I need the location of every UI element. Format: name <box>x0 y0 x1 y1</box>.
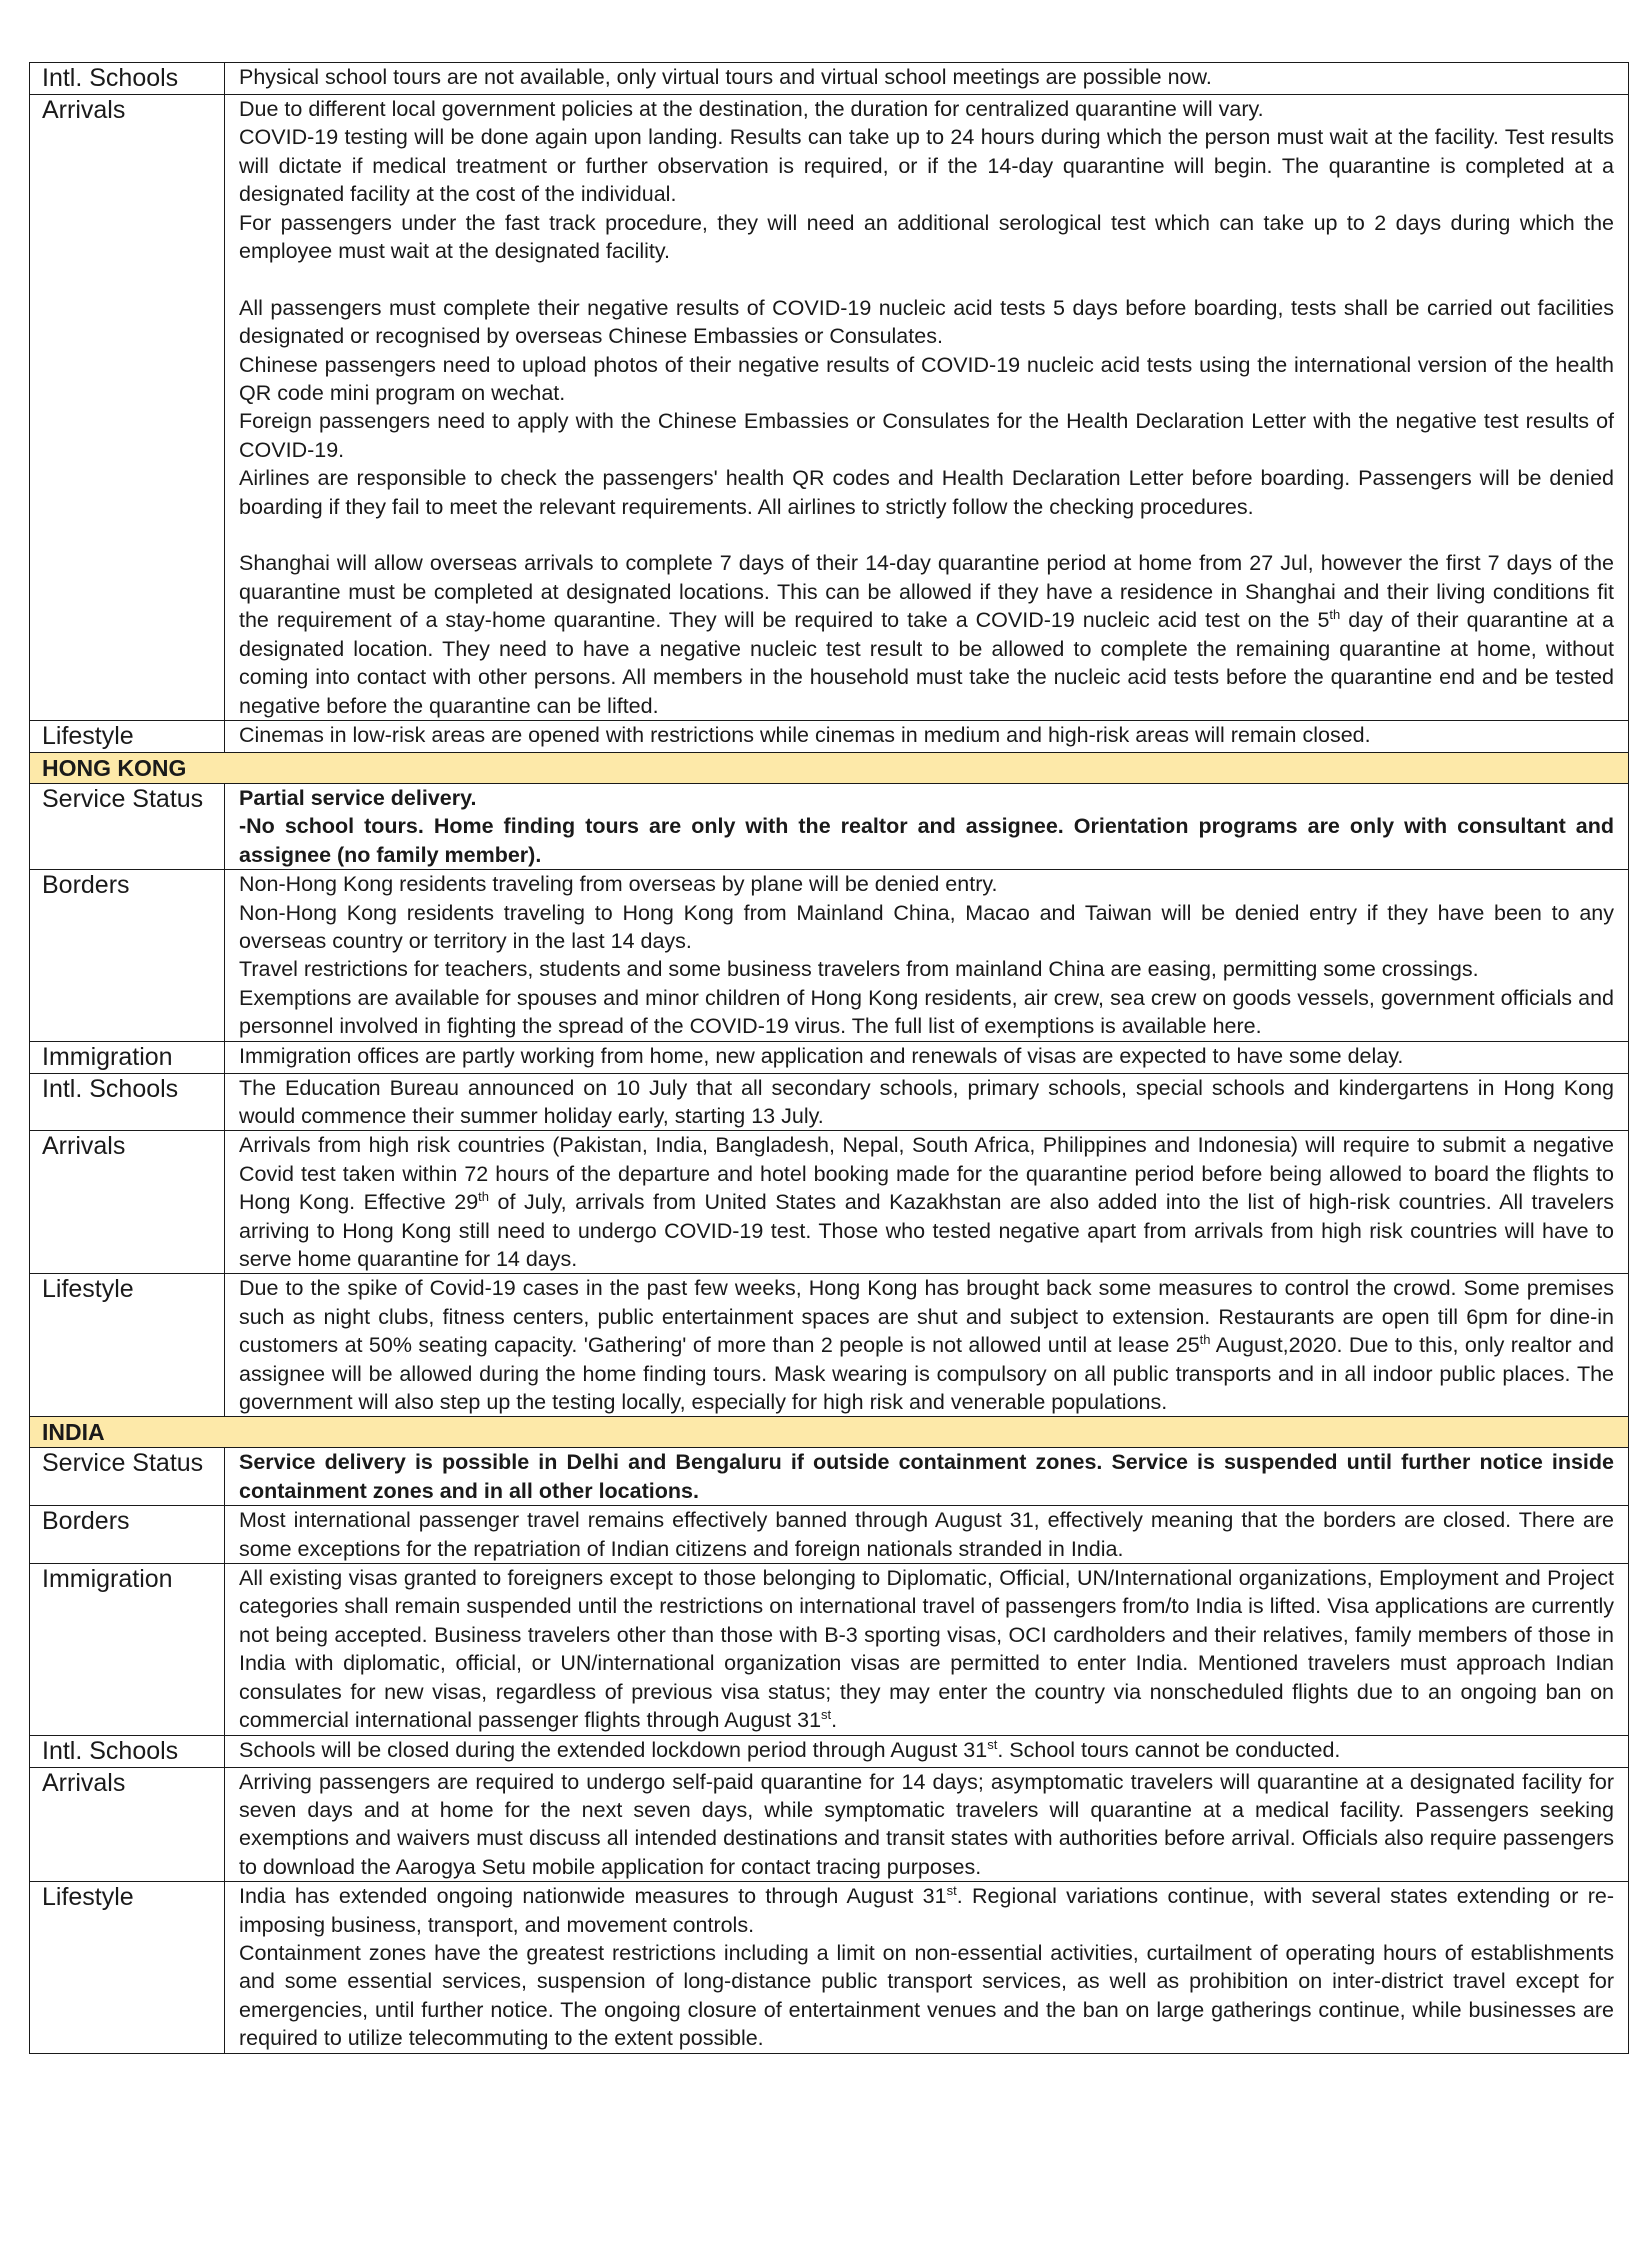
row-label: Arrivals <box>30 1767 225 1882</box>
row-label: Immigration <box>30 1564 225 1735</box>
paragraph: Containment zones have the greatest restrictions including a limit on non-essential activities, curtailment of operating hours of establishments and some essential services, suspension of long-distance public transport services, as well as prohibition on inter-district travel except for emergencies, until further notice. The ongoing closure of entertainment venues and the ban on large gatherings continue, while businesses are required to utilize telecommuting to the extent possible. <box>239 1940 1614 2051</box>
row-label: Lifestyle <box>30 1274 225 1417</box>
paragraph: Arrivals from high risk countries (Pakistan, India, Bangladesh, Nepal, South Africa, Philippines and Indonesia) will require to submit a negative Covid test taken within 72 hours of the departure and hotel booking made for the quarantine period before being allowed to board the flights to Hong Kong. Effective 29th of July, arrivals from United States and Kazakhstan are also added into the list of high-risk countries. All travelers arriving to Hong Kong still need to undergo COVID-19 test. Those who tested negative apart from arrivals from high risk countries will have to serve home quarantine for 14 days. <box>239 1133 1615 1271</box>
table-row-intl-schools <box>30 1735 1629 1767</box>
paragraph: Service delivery is possible in Delhi and Bengaluru if outside containment zones. Service is suspended until further notice inside containment zones and in all other locations. <box>239 1450 1614 1503</box>
paragraph: Foreign passengers need to apply with the Chinese Embassies or Consulates for the Health Declaration Letter with the negative test results of COVID-19. <box>239 409 1614 462</box>
paragraph: Cinemas in low-risk areas are opened with restrictions while cinemas in medium and high-risk areas will remain closed. <box>239 722 1371 747</box>
country-header-hong-kong <box>30 752 1629 783</box>
row-content <box>225 720 1629 752</box>
paragraph: The Education Bureau announced on 10 July that all secondary schools, primary schools, special schools and kindergartens in Hong Kong would commence their summer holiday early, starting 13 July. <box>239 1075 1614 1128</box>
paragraph: Non-Hong Kong residents traveling to Hong Kong from Mainland China, Macao and Taiwan will be denied entry if they have been to any overseas country or territory in the last 14 days. <box>239 900 1614 953</box>
row-label: Borders <box>30 870 225 1041</box>
row-content <box>225 1564 1629 1735</box>
ordinal-suffix: th <box>1199 1332 1211 1348</box>
row-content <box>225 1073 1629 1131</box>
paragraph: -No school tours. Home finding tours are only with the realtor and assignee. Orientation programs are only with consultant and assignee (no family member). <box>239 814 1614 867</box>
ordinal-suffix: st <box>821 1706 832 1722</box>
table-row-lifestyle <box>30 1274 1629 1417</box>
table-row-arrivals <box>30 1767 1629 1882</box>
row-content <box>225 1274 1629 1417</box>
row-content <box>225 1735 1629 1767</box>
paragraph: Due to the spike of Covid-19 cases in the past few weeks, Hong Kong has brought back some measures to control the crowd. Some premises such as night clubs, fitness centers, public entertainment spaces are shut and subject to extension. Restaurants are open till 6pm for dine-in customers at 50% seating capacity. 'Gathering' of more than 2 people is not allowed until at lease 25th August,2020. Due to this, only realtor and assignee will be allowed during the home finding tours. Mask wearing is compulsory on all public transports and in all indoor public places. The government will also step up the testing locally, especially for high risk and venerable populations. <box>239 1276 1614 1415</box>
row-content <box>225 1767 1629 1882</box>
table-body <box>30 63 1629 2054</box>
country-name: INDIA <box>30 1417 1629 1448</box>
table-row-intl-schools <box>30 1073 1629 1131</box>
document-page <box>29 62 1629 2054</box>
table-row-lifestyle <box>30 1882 1629 2053</box>
row-label: Immigration <box>30 1041 225 1073</box>
paragraph: Travel restrictions for teachers, students and some business travelers from mainland China are easing, permitting some crossings. <box>239 957 1479 982</box>
table-row-immigration <box>30 1564 1629 1735</box>
paragraph: Immigration offices are partly working from home, new application and renewals of visas are expected to have some delay. <box>239 1043 1404 1068</box>
paragraph: Arriving passengers are required to undergo self-paid quarantine for 14 days; asymptomatic travelers will quarantine at a designated facility for seven days and at home for the next seven days, while symptomatic travelers will quarantine at a medical facility. Passengers seeking exemptions and waivers must discuss all intended destinations and transit states with authorities before arrival. Officials also require passengers to download the Aarogya Setu mobile application for contact tracing purposes. <box>239 1769 1614 1879</box>
paragraph: COVID-19 testing will be done again upon landing. Results can take up to 24 hours during which the person must wait at the facility. Test results will dictate if medical treatment or further observation is required, or if the 14-day quarantine will begin. The quarantine is completed at a designated facility at the cost of the individual. <box>239 125 1614 207</box>
ordinal-suffix: th <box>1329 607 1341 623</box>
table-row-borders <box>30 1506 1629 1564</box>
row-content <box>225 63 1629 95</box>
paragraph: All existing visas granted to foreigners except to those belonging to Diplomatic, Official, UN/International organizations, Employment and Project categories shall remain suspended until the restrictions on international travel of passengers from/to India is lifted. Visa applications are currently not being accepted. Business travelers other than those with B-3 sporting visas, OCI cardholders and their relatives, family members of those in India with diplomatic, official, or UN/international organization visas are permitted to enter India. Mentioned travelers must approach Indian consulates for new visas, regardless of previous visa status; they may enter the country via nonscheduled flights due to an ongoing ban on commercial international passenger flights through August 31st. <box>239 1566 1614 1733</box>
paragraph: Shanghai will allow overseas arrivals to complete 7 days of their 14-day quarantine period at home from 27 Jul, however the first 7 days of the quarantine must be completed at designated locations. This can be allowed if they have a residence in Shanghai and their living conditions fit the requirement of a stay-home quarantine. They will be required to take a COVID-19 nucleic acid test on the 5th day of their quarantine at a designated location. They need to have a negative nucleic test result to be allowed to complete the remaining quarantine at home, without coming into contact with other persons. All members in the household must take the nucleic acid tests before the quarantine end and be tested negative before the quarantine can be lifted. <box>239 551 1615 718</box>
row-label: Arrivals <box>30 95 225 721</box>
row-content <box>225 1506 1629 1564</box>
paragraph: Chinese passengers need to upload photos of their negative results of COVID-19 nucleic acid tests using the international version of the health QR code mini program on wechat. <box>239 352 1614 406</box>
row-label: Intl. Schools <box>30 1073 225 1131</box>
row-label: Borders <box>30 1506 225 1564</box>
ordinal-suffix: st <box>987 1736 998 1752</box>
ordinal-suffix: th <box>478 1189 490 1205</box>
ordinal-suffix: st <box>946 1882 957 1898</box>
row-content <box>225 95 1629 721</box>
table-row-borders <box>30 870 1629 1041</box>
row-content <box>225 1131 1629 1274</box>
row-content <box>225 783 1629 869</box>
table-row-service-status <box>30 783 1629 869</box>
table-row-intl-schools <box>30 63 1629 95</box>
country-header-india <box>30 1417 1629 1448</box>
country-status-table <box>29 62 1629 2054</box>
row-label: Lifestyle <box>30 1882 225 2053</box>
paragraph: Exemptions are available for spouses and minor children of Hong Kong residents, air crew, sea crew on goods vessels, government officials and personnel involved in fighting the spread of the COVID-19 virus. The full list of exemptions is available here. <box>239 985 1614 1039</box>
row-label: Lifestyle <box>30 720 225 752</box>
row-label: Arrivals <box>30 1131 225 1274</box>
paragraph: All passengers must complete their negative results of COVID-19 nucleic acid tests 5 days before boarding, tests shall be carried out facilities designated or recognised by overseas Chinese Embassies or Consulates. <box>239 295 1614 349</box>
paragraph: Most international passenger travel remains effectively banned through August 31, effectively meaning that the borders are closed. There are some exceptions for the repatriation of Indian citizens and foreign nationals stranded in India. <box>239 1508 1614 1561</box>
paragraph: For passengers under the fast track procedure, they will need an additional serological test which can take up to 2 days during which the employee must wait at the designated facility. <box>239 210 1614 264</box>
row-content <box>225 1041 1629 1073</box>
table-row-service-status <box>30 1448 1629 1506</box>
row-content <box>225 870 1629 1041</box>
paragraph: Schools will be closed during the extended lockdown period through August 31st. School tours cannot be conducted. <box>239 1736 1341 1762</box>
paragraph: Due to different local government policies at the destination, the duration for centralized quarantine will vary. <box>239 97 1264 121</box>
table-row-immigration <box>30 1041 1629 1073</box>
row-label: Intl. Schools <box>30 1735 225 1767</box>
table-row-arrivals <box>30 95 1629 721</box>
paragraph: Non-Hong Kong residents traveling from overseas by plane will be denied entry. <box>239 872 998 897</box>
paragraph: Physical school tours are not available, only virtual tours and virtual school meetings are possible now. <box>239 65 1212 89</box>
row-label: Service Status <box>30 1448 225 1506</box>
paragraph: Partial service delivery. <box>239 785 477 810</box>
country-name: HONG KONG <box>30 752 1629 783</box>
table-row-arrivals <box>30 1131 1629 1274</box>
table-row-lifestyle <box>30 720 1629 752</box>
row-label: Intl. Schools <box>30 63 225 95</box>
row-label: Service Status <box>30 783 225 869</box>
row-content <box>225 1448 1629 1506</box>
row-content <box>225 1882 1629 2053</box>
paragraph: India has extended ongoing nationwide measures to through August 31st. Regional variations continue, with several states extending or re-imposing business, transport, and movement controls. <box>239 1882 1615 1937</box>
paragraph: Airlines are responsible to check the passengers' health QR codes and Health Declaration Letter before boarding. Passengers will be denied boarding if they fail to meet the relevant requirements. All airlines to strictly follow the checking procedures. <box>239 466 1614 519</box>
